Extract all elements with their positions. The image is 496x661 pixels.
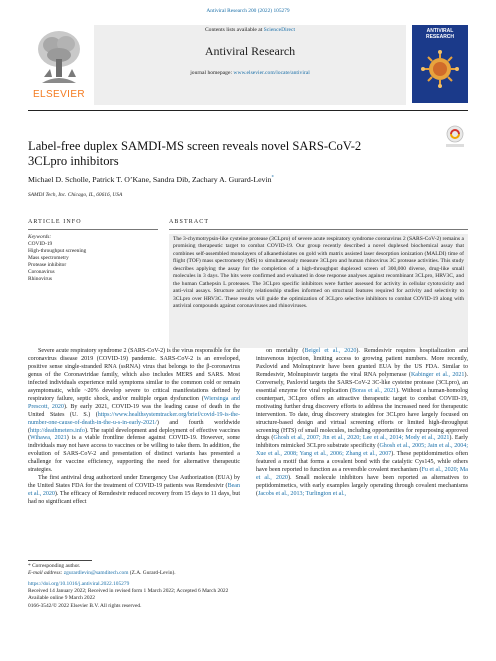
body-text: ). The efficacy of Remdesivir reduced recovery from 15 days to 11 days, but had no significant effect: [28, 491, 240, 506]
keywords-label: Keywords:: [28, 234, 52, 240]
article-info-rule: [28, 229, 158, 230]
body-paragraph: [28, 475, 240, 507]
citation-link[interactable]: http://deathmeters.info: [30, 427, 85, 434]
citation-link[interactable]: Kabinger et al., 2021: [410, 371, 465, 378]
cover-title: ANTIVIRAL RESEARCH: [425, 28, 455, 40]
body-text: ). Early inhibitors mimicked 3CLpro substrate specificity (: [256, 435, 468, 450]
available-online: Available online 9 March 2022: [28, 595, 95, 602]
publication-details: [28, 581, 328, 610]
contents-line: [94, 27, 406, 33]
keyword-item: Protease inhibitor: [28, 262, 67, 269]
corresponding-footnote: [28, 563, 80, 569]
email-footnote: [28, 570, 176, 576]
citation-link[interactable]: Ghosh et al., 2007; Jin et al., 2020; Lee et al., 2014; Mody et al., 2021: [273, 435, 450, 442]
keyword-item: Mass spectrometry: [28, 255, 69, 262]
doi-link[interactable]: https://doi.org/10.1016/j.antiviral.2022.105279: [28, 581, 130, 587]
journal-reference[interactable]: Antiviral Research 200 (2022) 105279: [206, 8, 290, 14]
affiliation: SAMDI Tech, Inc. Chicago, IL, 60616, USA: [28, 192, 123, 198]
body-text: ) is a viable frontline defense against COVID-19. However, some individuals may not have access to vaccines or be willing to take them. In addition, the evolution of SARS-CoV-2 and presentation of distinct variants has presented a challenge for vaccine efficiency, supporting the need for alternative therapeutic strategies.: [28, 435, 240, 474]
homepage-line: [94, 70, 406, 76]
copyright-line: 0166-3542/© 2022 Elsevier B.V. All rights reserved.: [28, 602, 142, 609]
body-column-left: [28, 348, 240, 507]
keyword-item: Rhinovirus: [28, 276, 52, 283]
citation-link[interactable]: Beigel et al., 2020: [304, 348, 357, 354]
citation-link[interactable]: Ghosh et al., 2005; Jain et al., 2004; Xue et al., 2008; Yang et al., 2006; Zhang et al., 2007: [256, 443, 468, 458]
body-text: ). The rapid development and deployment of effective vaccines (: [28, 427, 240, 442]
elsevier-tree-icon: [34, 25, 84, 87]
footnote-mark: *: [28, 563, 31, 569]
body-text: ). Without a human-homolog counterpart, 3CLpro offers an attractive therapeutic target to combat COVID-19, motivating further drug discovery efforts to address the increased need for therapeutic intervention. To date, drug discovery strategies for 3CLpro have largely focused on structure-based design and virtual screening efforts or limited high-throughput screening (HTS) of small molecules, including opportunities for repurposing approved drugs (: [256, 387, 468, 442]
abstract-heading: ABSTRACT: [169, 219, 210, 225]
homepage-prefix: journal homepage:: [190, 70, 234, 76]
contents-prefix: Contents lists available at: [204, 27, 264, 33]
citation-link[interactable]: Boras et al., 2021: [351, 387, 397, 394]
body-text: ). By early 2021, COVID-19 was the leading cause of death in the United States (U. S.) (: [28, 403, 240, 418]
body-text: The first antiviral drug authorized under Emergency Use Authorization (EUA) by the United States FDA for the treatment of COVID-19 patients was Remdesivir (: [28, 475, 240, 490]
journal-band: [94, 25, 406, 105]
body-text: ). Small molecule inhibitors have been reported as alternatives to peptidomimetics, with early examples largely operating through covalent mechanisms (: [256, 475, 468, 498]
elsevier-wordmark: ELSEVIER: [32, 89, 86, 100]
abstract-rule: [169, 229, 468, 230]
citation-link[interactable]: https://www.healthsystemtracker.org/brief/covid-19-is-the-number-one-cause-of-death-in-the-u-s-in-early-2021/: [28, 411, 240, 426]
body-text: ). These peptidomimetics often featured a motif that forms a covalent bond with the catalytic Cys145, while others have been reported to function as a reversible covalent mechanism (: [256, 451, 468, 474]
article-title: Label-free duplex SAMDI-MS screen reveals novel SARS-CoV-2 3CLpro inhibitors: [28, 139, 362, 168]
email-suffix: (Z.A. Gurard-Levin).: [128, 570, 176, 576]
body-paragraph: [256, 348, 468, 499]
journal-title: Antiviral Research: [204, 44, 296, 58]
body-text: ). Remdesivir requires hospitalization and intravenous injection, limiting access to growing patient numbers. More recently, Paxlovid and Molnupiravir have been granted EUA by the US FDA. Similar to Remdesivir, Molnupiravir targets the viral RNA polymerase (: [256, 348, 468, 378]
virus-icon: [420, 49, 460, 89]
citation-link[interactable]: Wihawa, 2021: [30, 435, 67, 442]
corresponding-author-mark[interactable]: *: [271, 175, 275, 181]
keyword-item: High-throughput screening: [28, 248, 87, 255]
citation-link[interactable]: Wiersinga and Prescott, 2020: [28, 395, 240, 410]
masthead-rule: [28, 110, 468, 111]
keywords-list: [28, 241, 148, 284]
body-paragraph: [28, 348, 240, 475]
citation-link[interactable]: Fu et al., 2020; Ma et al., 2020: [256, 467, 468, 482]
body-text: ). Conversely, Paxlovid targets the SARS-CoV-2 3C-like cysteine protease (3CLpro), an essential enzyme for viral replication (: [256, 371, 468, 394]
journal-cover[interactable]: [412, 25, 468, 103]
body-column-right: [256, 348, 468, 499]
article-info-heading: ARTICLE INFO: [28, 219, 82, 225]
body-text: Severe acute respiratory syndrome 2 (SARS-CoV-2) is the virus responsible for the coronavirus disease 2019 (COVID-19) pandemic. SARS-CoV-2 is an enveloped, positive sense single-stranded RNA (ssRNA) virus that belongs to the β-coronavirus genus of the Coronaviridae family, which also includes MERS and SARS. Most infected individuals experience mild symptoms similar to the common cold or remain asymptomatic, while ~20% develop severe to critical manifestations defined by respiratory failure, septic shock, and/or multiple organ dysfunction (: [28, 348, 240, 402]
homepage-link[interactable]: www.elsevier.com/locate/antiviral: [233, 70, 310, 76]
citation-link[interactable]: Jacobs et al., 2013; Turlington et al.,: [258, 491, 347, 498]
body-text: ) and fourth worldwide (: [28, 419, 240, 434]
sciencedirect-link[interactable]: ScienceDirect: [263, 27, 296, 33]
email-link[interactable]: zgurardlevin@samditech.com: [63, 570, 129, 576]
authors-text: Michael D. Scholle, Patrick T. O’Kane, Sandra Dib, Zachary A. Gurard-Levin: [28, 175, 272, 184]
citation-link[interactable]: Bean et al., 2020: [28, 483, 240, 498]
corresponding-label: Corresponding author.: [32, 563, 81, 569]
received-dates: Received 14 January 2022; Received in revised form 1 March 2022; Accepted 6 March 2022: [28, 588, 229, 595]
check-for-updates-icon[interactable]: [444, 124, 466, 150]
keyword-item: COVID-19: [28, 241, 53, 247]
masthead: [28, 25, 468, 107]
body-text: on mortality (: [266, 348, 305, 354]
keyword-item: Coronavirus: [28, 269, 55, 276]
email-label: E-mail address:: [28, 570, 64, 576]
abstract-body: The 3-chymotrypsin-like cysteine protease (3CLpro) of severe acute respiratory syndrome coronavirus 2 (SARS-CoV-2) remains a promising therapeutic target to combat COVID-19. Our group recently described a novel duplexed biochemical assay that combines self-assembled monolayers of alkanethiolates on gold with matrix assisted laser desorption ionization (MALDI) time of flight (TOF) mass spectrometry (MS) to simultaneously measure 3CLpro and human rhinovirus 3C protease activities. This study describes applying the assay for the completion of a high-throughput duplexed screen of 300,000 diverse, drug-like small molecules in 3 days. The hits were confirmed and evaluated in dose response analyses against recombinant 3CLpro, HRV3C, and the human Cathepsin L proteases. The 3CLpro specific inhibitors were further assessed for activity in cellular cytotoxicity and anti-viral assays. Structure activity relationship studies informed on structural features required for activity and selectivity to 3CLpro over HRV3C. These results will guide the optimization of 3CLpro selective inhibitors to combat COVID-19 along with antiviral compounds against coronaviruses and rhinoviruses.: [169, 234, 468, 348]
footnote-rule: [28, 560, 92, 561]
author-list: [28, 175, 448, 184]
elsevier-logo[interactable]: [28, 25, 90, 105]
